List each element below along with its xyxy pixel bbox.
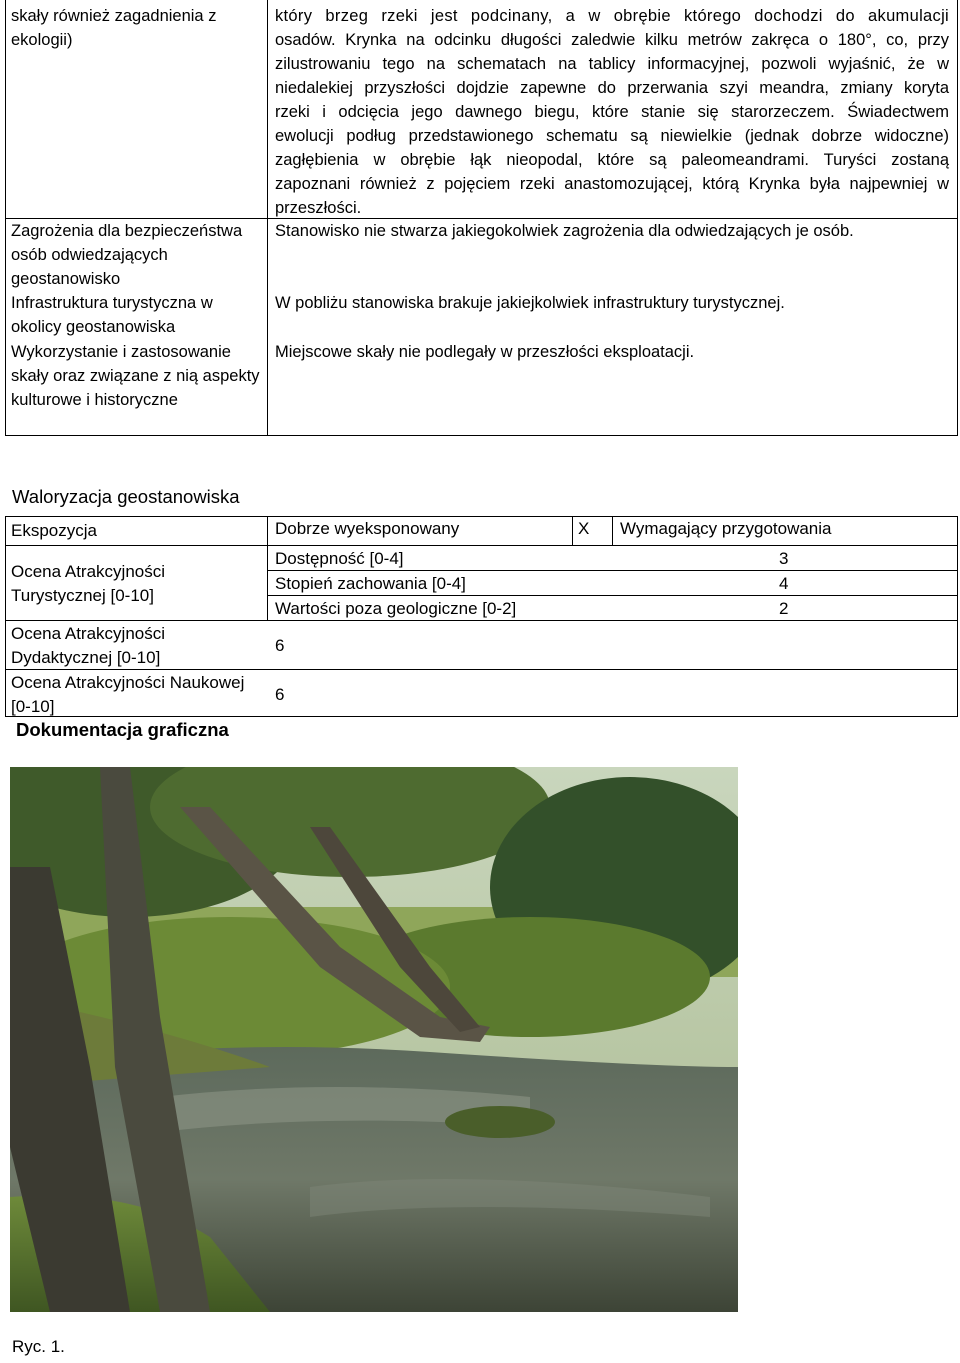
text-line: rzeki i odcięcia jego dawnego biegu, które stanie się starorzeczem. Świadectwem (275, 103, 949, 121)
text-line: ewolucji podług przedstawionego schematu są niewielkie (jednak dobrze widoczne) (275, 127, 949, 145)
usage-label: Wykorzystanie i zastosowanie skały oraz związane z nią aspekty kulturowe i historyczne (11, 343, 260, 409)
didactic-score: 6 (275, 636, 285, 655)
infrastructure-value: W pobliżu stanowiska brakuje jakiejkolwiek infrastruktury turystycznej. (275, 294, 785, 312)
text-line: zilustrowaniu tego na schematach na tablicy informacyjnej, pozwoli wyjaśnić, że w (275, 55, 949, 73)
text-line: zapoznani również z pojęciem rzeki anastomozującej, którą Krynka była najpewniej w (275, 175, 949, 193)
tourist-label: Ocena Atrakcyjności Turystycznej [0-10] (11, 562, 166, 605)
continued-text (275, 4, 949, 220)
science-label: Ocena Atrakcyjności Naukowej [0-10] (11, 673, 245, 716)
section-title: Waloryzacja geostanowiska (12, 486, 240, 507)
exposure-option-good: Dobrze wyeksponowany (275, 519, 460, 538)
text-line: zagłębienia w obrębie łąk nieopodal, które są paleomeandrami. Turyści zostaną (275, 151, 949, 169)
river-photo (10, 767, 738, 1312)
threats-value: Stanowisko nie stwarza jakiegokolwiek zagrożenia dla odwiedzających je osób. (275, 222, 854, 240)
exposure-mark: X (578, 519, 590, 538)
tourist-item-score: 3 (779, 549, 789, 568)
exposure-option-needs-prep: Wymagający przygotowania (620, 519, 832, 538)
tourist-item-score: 2 (779, 599, 789, 618)
text-line: który brzeg rzeki jest podcinany, a w obrębie którego dochodzi do akumulacji (275, 7, 949, 25)
text-line: osadów. Krynka na odcinku długości zaledwie kilku metrów zakręca o 180°, co, przy (275, 31, 949, 49)
figure-caption: Ryc. 1. (12, 1337, 65, 1356)
usage-value: Miejscowe skały nie podlegały w przeszłości eksploatacji. (275, 343, 695, 361)
text-line: niedalekiej przyszłości dojdzie zapewne do przerwania szyi meandra, zmiany koryta (275, 79, 949, 97)
tourist-item-name: Stopień zachowania [0-4] (275, 574, 466, 593)
infrastructure-label: Infrastruktura turystyczna w okolicy geostanowiska (11, 294, 213, 336)
didactic-label: Ocena Atrakcyjności Dydaktycznej [0-10] (11, 624, 166, 667)
text-line: przeszłości. (275, 199, 362, 217)
tourist-item-name: Wartości poza geologiczne [0-2] (275, 599, 517, 618)
continued-label: skały również zagadnienia z ekologii) (11, 7, 217, 49)
exposure-label: Ekspozycja (11, 521, 97, 540)
tourist-item-score: 4 (779, 574, 789, 593)
science-score: 6 (275, 685, 285, 704)
graphics-title: Dokumentacja graficzna (16, 719, 229, 740)
tourist-item-name: Dostępność [0-4] (275, 549, 404, 568)
threats-label: Zagrożenia dla bezpieczeństwa osób odwiedzających geostanowisko (11, 222, 243, 288)
